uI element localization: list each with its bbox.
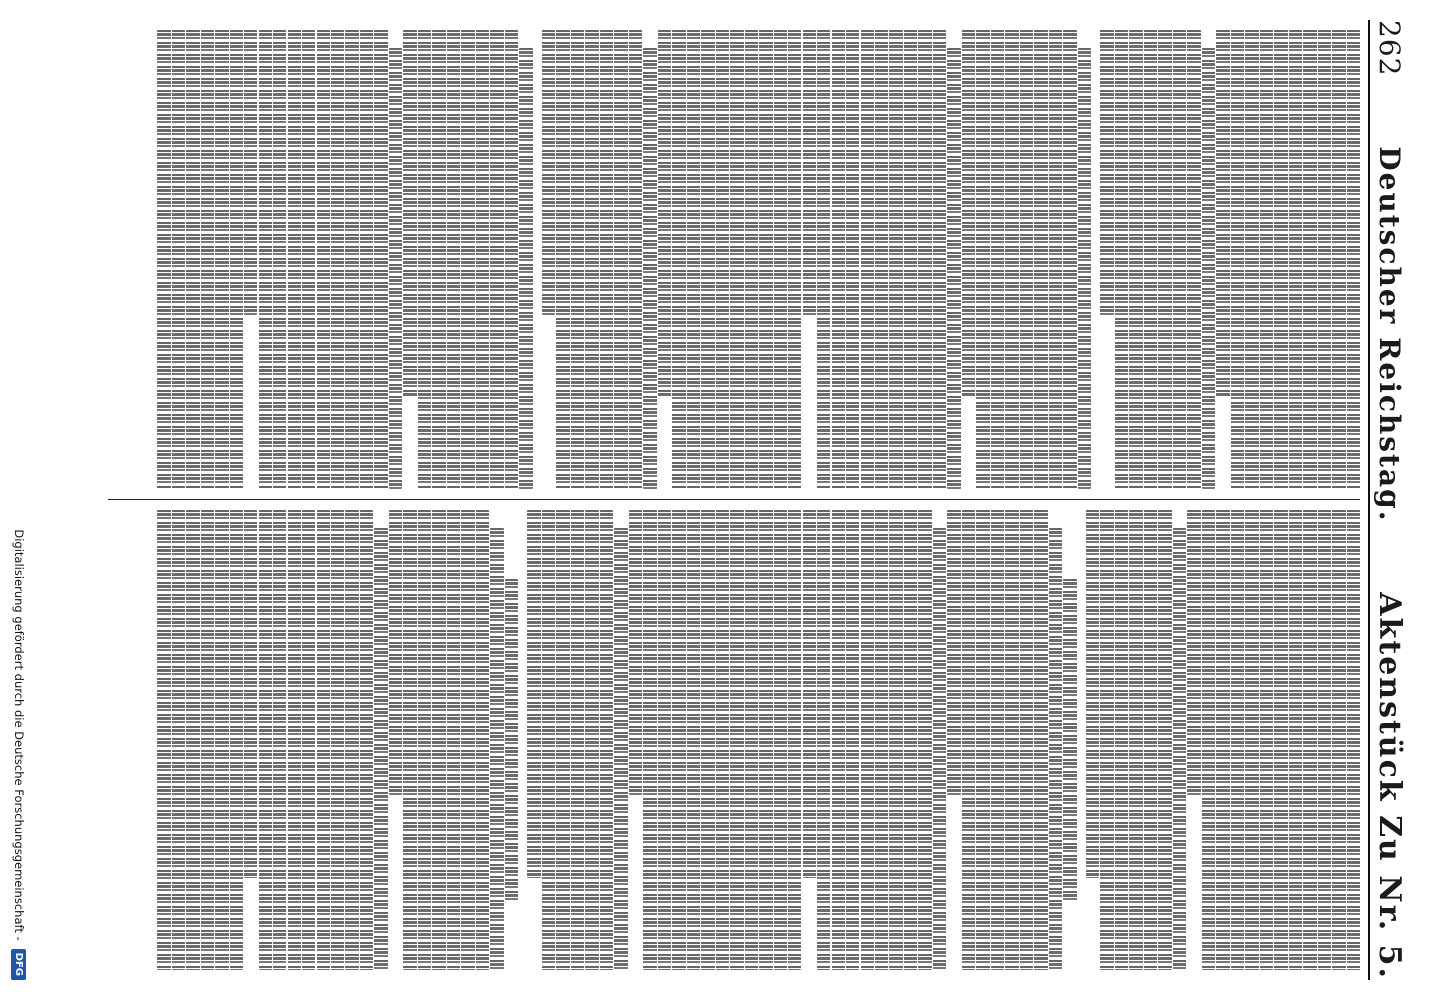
text-line bbox=[890, 30, 903, 489]
text-line bbox=[600, 30, 613, 489]
text-line bbox=[244, 510, 257, 878]
text-line bbox=[1144, 510, 1157, 970]
right-text-column bbox=[108, 500, 1360, 980]
text-line bbox=[1115, 30, 1128, 489]
text-line bbox=[505, 30, 518, 489]
text-line bbox=[962, 510, 975, 970]
text-line bbox=[1100, 510, 1113, 970]
text-line bbox=[418, 30, 431, 489]
text-line bbox=[1347, 30, 1360, 489]
page-number: 262 bbox=[1373, 20, 1407, 77]
text-line bbox=[1049, 30, 1062, 489]
text-line bbox=[817, 510, 830, 970]
text-line bbox=[186, 510, 199, 970]
text-line bbox=[1216, 30, 1229, 397]
page-header bbox=[1368, 20, 1410, 980]
text-line bbox=[730, 510, 743, 970]
text-line bbox=[519, 510, 526, 970]
text-line bbox=[571, 510, 584, 970]
text-line bbox=[1078, 48, 1091, 489]
text-line bbox=[832, 510, 845, 970]
dfg-logo: DFG bbox=[12, 949, 27, 980]
text-line bbox=[629, 30, 642, 489]
text-line bbox=[447, 510, 460, 970]
text-line bbox=[215, 30, 228, 489]
text-line bbox=[701, 30, 714, 489]
text-line bbox=[360, 30, 373, 489]
text-line bbox=[1216, 510, 1229, 970]
text-line bbox=[157, 30, 170, 489]
text-line bbox=[172, 510, 185, 970]
text-line bbox=[1260, 510, 1273, 970]
text-line bbox=[374, 30, 387, 489]
text-line bbox=[259, 510, 272, 970]
text-line bbox=[201, 510, 214, 970]
left-text-column bbox=[108, 20, 1360, 500]
text-line bbox=[774, 510, 787, 970]
text-line bbox=[1129, 510, 1142, 970]
text-line bbox=[745, 30, 758, 489]
text-line bbox=[1303, 30, 1316, 489]
text-line bbox=[716, 30, 729, 489]
text-line bbox=[403, 510, 416, 970]
text-line bbox=[774, 30, 787, 489]
text-line bbox=[1115, 510, 1128, 970]
text-line bbox=[672, 30, 685, 489]
text-line bbox=[432, 30, 445, 489]
text-line bbox=[331, 30, 344, 489]
text-columns bbox=[108, 20, 1360, 980]
text-line bbox=[933, 528, 946, 970]
text-line bbox=[600, 510, 613, 970]
text-line bbox=[345, 510, 358, 970]
text-line bbox=[1332, 30, 1345, 489]
text-line bbox=[861, 30, 874, 489]
text-line bbox=[832, 30, 845, 489]
text-line bbox=[1020, 510, 1033, 970]
text-line bbox=[1092, 30, 1099, 489]
text-line bbox=[556, 30, 569, 489]
text-line bbox=[403, 30, 416, 397]
text-line bbox=[1274, 30, 1287, 489]
text-line bbox=[976, 30, 989, 489]
text-line bbox=[1231, 510, 1244, 970]
text-line bbox=[687, 30, 700, 489]
text-line bbox=[1086, 510, 1099, 878]
text-line bbox=[788, 30, 801, 489]
text-line bbox=[846, 30, 859, 489]
text-line bbox=[759, 510, 772, 970]
text-line bbox=[904, 30, 917, 489]
text-line bbox=[1332, 510, 1345, 970]
text-line bbox=[1005, 510, 1018, 970]
text-line bbox=[1020, 30, 1033, 489]
digitization-credit bbox=[6, 20, 32, 980]
text-line bbox=[519, 48, 532, 489]
text-line bbox=[1005, 30, 1018, 489]
text-line bbox=[687, 510, 700, 970]
text-line bbox=[585, 30, 598, 489]
text-line bbox=[461, 30, 474, 489]
text-line bbox=[1158, 510, 1171, 970]
text-line bbox=[345, 30, 358, 489]
text-line bbox=[614, 30, 627, 489]
text-line bbox=[542, 510, 555, 970]
text-line bbox=[1289, 30, 1302, 489]
text-line bbox=[542, 30, 555, 315]
text-line bbox=[614, 528, 627, 970]
text-line bbox=[1129, 30, 1142, 489]
text-line bbox=[875, 510, 888, 970]
text-line bbox=[534, 30, 541, 489]
text-line bbox=[172, 30, 185, 489]
text-line bbox=[273, 30, 286, 489]
text-line bbox=[1202, 510, 1215, 970]
text-line bbox=[1318, 30, 1331, 489]
text-line bbox=[302, 30, 315, 489]
text-line bbox=[230, 510, 243, 970]
text-line bbox=[643, 48, 656, 489]
text-line bbox=[556, 510, 569, 970]
text-line bbox=[505, 579, 518, 901]
text-line bbox=[1231, 30, 1244, 489]
text-line bbox=[658, 510, 671, 970]
text-line bbox=[803, 30, 816, 315]
text-line bbox=[389, 48, 402, 489]
text-line bbox=[861, 510, 874, 970]
text-line bbox=[527, 510, 540, 878]
text-line bbox=[803, 510, 816, 878]
text-line bbox=[788, 510, 801, 970]
text-line bbox=[947, 48, 960, 489]
text-line bbox=[186, 30, 199, 489]
text-line bbox=[331, 510, 344, 970]
text-line bbox=[273, 510, 286, 970]
credit-text: Digitalisierung gefördert durch die Deutsche Forschungsgemeinschaft - bbox=[12, 529, 26, 941]
text-line bbox=[947, 510, 960, 795]
text-line bbox=[643, 510, 656, 970]
text-line bbox=[918, 30, 931, 489]
text-line bbox=[1063, 30, 1076, 489]
text-line bbox=[1173, 30, 1186, 489]
running-title-left: Deutscher Reichstag. bbox=[1373, 146, 1407, 523]
text-line bbox=[1034, 30, 1047, 489]
text-line bbox=[244, 30, 257, 315]
text-line bbox=[374, 528, 387, 970]
text-line bbox=[302, 510, 315, 970]
text-line bbox=[1063, 579, 1076, 901]
text-line bbox=[1318, 510, 1331, 970]
text-line bbox=[1078, 510, 1085, 970]
text-line bbox=[476, 510, 489, 970]
text-line bbox=[817, 30, 830, 489]
text-line bbox=[317, 510, 330, 970]
text-line bbox=[1347, 510, 1360, 970]
text-line bbox=[1144, 30, 1157, 489]
text-line bbox=[658, 30, 671, 397]
text-line bbox=[360, 510, 373, 970]
text-line bbox=[317, 30, 330, 489]
text-line bbox=[1260, 30, 1273, 489]
text-line bbox=[157, 510, 170, 970]
text-line bbox=[976, 510, 989, 970]
text-line bbox=[991, 510, 1004, 970]
text-line bbox=[730, 30, 743, 489]
text-line bbox=[745, 510, 758, 970]
text-line bbox=[1274, 510, 1287, 970]
text-line bbox=[1202, 48, 1215, 489]
running-title-right: Aktenstück Zu Nr. 5. bbox=[1372, 592, 1408, 980]
text-line bbox=[571, 30, 584, 489]
text-line bbox=[490, 30, 503, 489]
text-line bbox=[432, 510, 445, 970]
text-line bbox=[1100, 30, 1113, 315]
text-line bbox=[461, 510, 474, 970]
text-line bbox=[1245, 30, 1258, 489]
text-line bbox=[759, 30, 772, 489]
text-line bbox=[490, 528, 503, 970]
text-line bbox=[701, 510, 714, 970]
text-line bbox=[1034, 510, 1047, 970]
text-line bbox=[1187, 30, 1200, 489]
text-line bbox=[1245, 510, 1258, 970]
text-line bbox=[1303, 510, 1316, 970]
text-line bbox=[890, 510, 903, 970]
text-line bbox=[447, 30, 460, 489]
text-line bbox=[288, 30, 301, 489]
text-line bbox=[389, 510, 402, 795]
text-line bbox=[230, 30, 243, 489]
text-line bbox=[1289, 510, 1302, 970]
text-line bbox=[259, 30, 272, 489]
text-line bbox=[672, 510, 685, 970]
text-line bbox=[962, 30, 975, 397]
text-line bbox=[875, 30, 888, 489]
text-line bbox=[991, 30, 1004, 489]
text-line bbox=[288, 510, 301, 970]
text-line bbox=[1187, 510, 1200, 795]
text-line bbox=[476, 30, 489, 489]
text-line bbox=[904, 510, 917, 970]
text-line bbox=[716, 510, 729, 970]
text-line bbox=[418, 510, 431, 970]
text-line bbox=[1173, 528, 1186, 970]
text-line bbox=[215, 510, 228, 970]
text-line bbox=[585, 510, 598, 970]
text-line bbox=[1049, 528, 1062, 970]
text-line bbox=[846, 510, 859, 970]
text-line bbox=[629, 510, 642, 795]
text-line bbox=[1158, 30, 1171, 489]
text-line bbox=[201, 30, 214, 489]
text-line bbox=[933, 30, 946, 489]
text-line bbox=[918, 510, 931, 970]
